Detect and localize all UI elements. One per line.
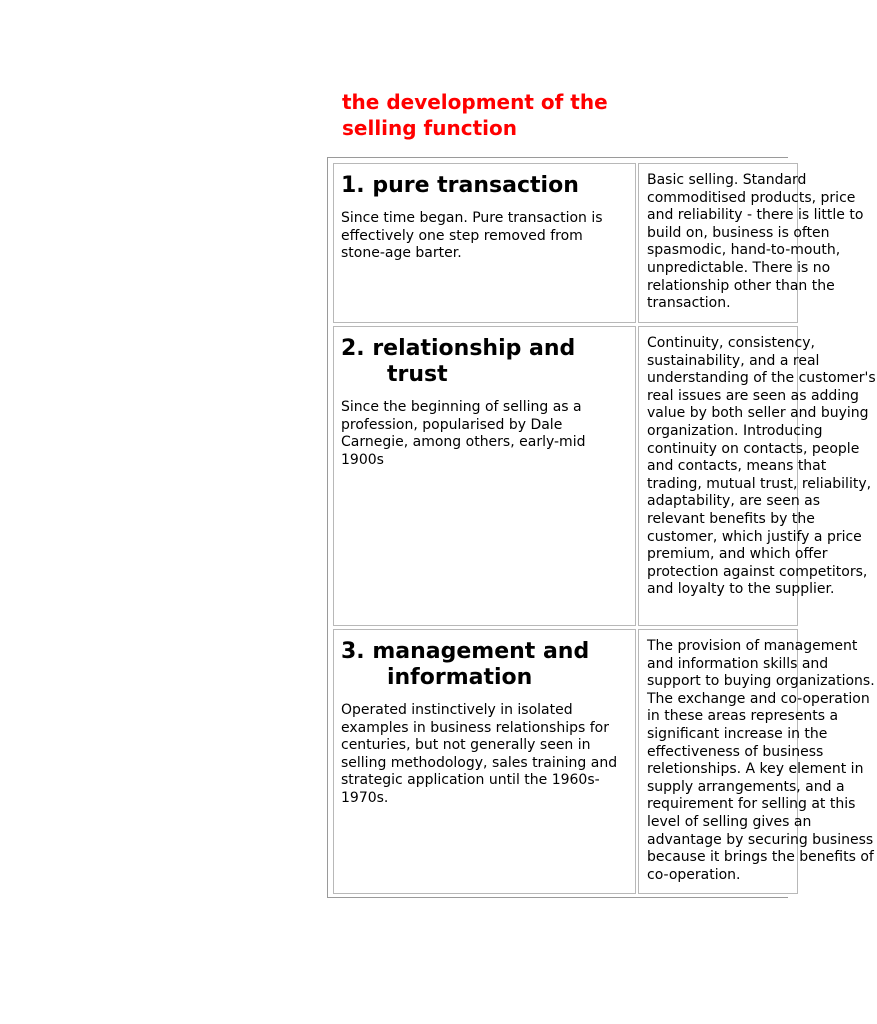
stage-detail-cell-relationship-trust xyxy=(638,326,876,626)
stage-detail-cell-pure-transaction xyxy=(638,163,864,323)
stage-cell-management-information xyxy=(333,629,636,894)
stage-heading: 2. relationship and trust xyxy=(341,336,576,387)
stage-description: Since the beginning of selling as a profession, popularised by Dale Carnegie, among others, early-mid 1900s xyxy=(341,399,586,468)
stage-cell-pure-transaction xyxy=(333,163,636,323)
stage-description: Operated instinctively in isolated examples in business relationships for centuries, but not generally seen in selling methodology, sales training and strategic application until the 1960s-1970s. xyxy=(341,702,618,806)
stage-cell-relationship-trust xyxy=(333,326,636,626)
stage-heading: 1. pure transaction xyxy=(341,173,579,198)
stage-detail: The provision of management and information skills and support to buying organizations. The exchange and co-operation in these areas represents a significant increase in the effectiveness of business reletionships. A key element in supply arrangements, and a requirement for selling at this level of selling gives an advantage by securing business because it brings the benefits of co-operation. xyxy=(647,638,875,883)
stage-detail: Continuity, consistency, sustainability, and a real understanding of the customer's real issues are seen as adding value by both seller and buying organization. Introducing continuity on contacts, people and contacts, means that trading, mutual trust, reliability, adaptability, are seen as relevant benefits by the customer, which justify a price premium, and which offer protection against competitors, and loyalty to the supplier. xyxy=(647,335,876,598)
page-title: the development of the selling function xyxy=(342,90,608,140)
selling-stages-table xyxy=(327,157,876,898)
stage-detail-cell-management-information xyxy=(638,629,875,894)
stage-detail: Basic selling. Standard commoditised products, price and reliability - there is little to build on, business is often spasmodic, hand-to-mouth, unpredictable. There is no relationship other than the transaction. xyxy=(647,172,864,312)
stage-heading: 3. management and information xyxy=(341,639,590,690)
stage-description: Since time began. Pure transaction is effectively one step removed from stone-age barter. xyxy=(341,210,603,262)
